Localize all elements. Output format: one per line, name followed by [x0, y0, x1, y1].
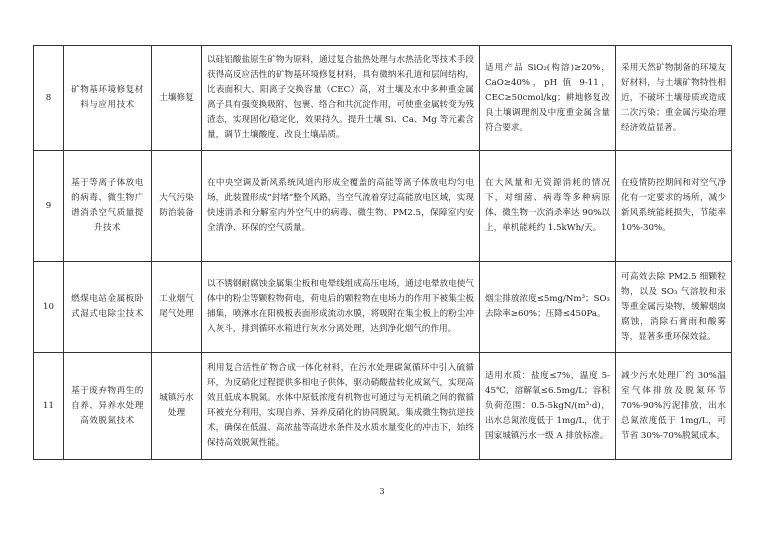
technology-description: 利用复合活性矿物合成一体化材料，在污水处理碳氮循环中引入硫循环，为反硝化过程提供多相电子供体，驱动硝酸盐转化成氮气，实现高效且低成本脱氮。水体中原低浓度有机物也可通过与无机硫之间的微循环被充分利用，实现自养、异养反硝化的协同脱氮。集成微生物抗逆技术，确保在低温、高浓盐等高进水条件及水质水量变化的冲击下，始终保持高效脱氮性能。 — [202, 353, 480, 460]
technology-advantages: 可高效去除 PM2.5 细颗粒物，以及 SO₃ 气溶胶和汞等重金属污染物，缓解烟囱腐蚀，消除石膏雨和酸雾等，显著多重环保效益。 — [616, 262, 732, 353]
key-indicators: 在大风量和无资源消耗的情况下，对细菌、病毒等多种病原体、微生物一次消杀率达 90%以上，单机能耗约 1.5kWh/天。 — [480, 151, 616, 262]
application-field: 土壤修复 — [152, 46, 202, 151]
technology-advantages: 采用天然矿物制备的环境友好材料，与土壤矿物特性相近，不破坏土壤母质或造成二次污染；重金属污染治理经济效益显著。 — [616, 46, 732, 151]
page-number: 3 — [379, 487, 385, 496]
technology-advantages: 在疫情防控期间和对空气净化有一定要求的场所，减少新风系统能耗损失，节能率 10%-30%。 — [616, 151, 732, 262]
key-indicators: 烟尘排放浓度≤5mg/Nm³；SO₃ 去除率≥60%；压降≤450Pa。 — [480, 262, 616, 353]
key-indicators: 适用产品 SiO₂(构溶)≥20%，CaO≥40%，pH 值 9-11，CEC≥50cmol/kg；耕地修复改良土壤调理剂及中度重金属含量符合要求。 — [480, 46, 616, 151]
application-field: 工业烟气尾气处理 — [152, 262, 202, 353]
technology-name: 燃煤电站金属板卧式湿式电除尘技术 — [64, 262, 152, 353]
technology-description: 在中央空调及新风系统风道内形成全覆盖的高能等离子体放电均匀电场，此装置形成“封堵”整个风路，当空气流着穿过高能放电区域，实现快速消杀和分解室内外空气中的病毒、微生物、PM2.5，保障室内安全清净、环保的空气质量。 — [202, 151, 480, 262]
application-field: 城镇污水处理 — [152, 353, 202, 460]
key-indicators: 适用水质：盐度≤7%，温度 5-45℃，溶解氧≤6.5mg/L；容积负荷范围：0.5-5kgN/(m³·d)，出水总氮浓度低于 1mg/L，优于国家城镇污水一级 A 排放标准。 — [480, 353, 616, 460]
application-field: 大气污染防治装备 — [152, 151, 202, 262]
table-row — [34, 262, 732, 353]
row-number: 9 — [34, 151, 64, 262]
technology-description: 以不锈钢耐腐蚀金属集尘板和电晕线组成高压电场，通过电晕放电使气体中的粉尘等颗粒物荷电，荷电后的颗粒物在电场力的作用下被集尘板捕集，喷淋水在阳极板表面形成流动水膜，将吸附在集尘板上的粉尘冲入灰斗，排到循环水箱进行灰水分离处理，达到净化烟气的作用。 — [202, 262, 480, 353]
row-number: 11 — [34, 353, 64, 460]
row-number: 10 — [34, 262, 64, 353]
technology-name: 基于等离子体放电的病毒、微生物广谱消杀空气质量提升技术 — [64, 151, 152, 262]
table-row — [34, 353, 732, 460]
table-row — [34, 46, 732, 151]
technology-name: 基于废弃物再生的自养、异养水处理高效脱氮技术 — [64, 353, 152, 460]
technology-name: 矿物基环境修复材料与应用技术 — [64, 46, 152, 151]
technology-table — [33, 45, 732, 460]
technology-description: 以硅铝酸盐原生矿物为原料，通过复合盐热处理与水热活化等技术手段获得高反应活性的矿物基环境修复材料，具有微纳米孔道和层间结构，比表面积大、阳离子交换容量（CEC）高，对土壤及水中多种重金属离子具有强变换吸附、包裹、络合和共沉淀作用，可使重金属转变为残渣态，实现固化/稳定化，效果持久。提升土壤 Si、Ca、Mg 等元素含量，调节土壤酸度、改良土壤品质。 — [202, 46, 480, 151]
table-row — [34, 151, 732, 262]
technology-advantages: 减少污水处理厂约 30%温室气体排放及脱氮环节 70%-90%污泥排放，出水总氮浓度低于 1mg/L，可节省 30%-70%脱氮成本。 — [616, 353, 732, 460]
row-number: 8 — [34, 46, 64, 151]
